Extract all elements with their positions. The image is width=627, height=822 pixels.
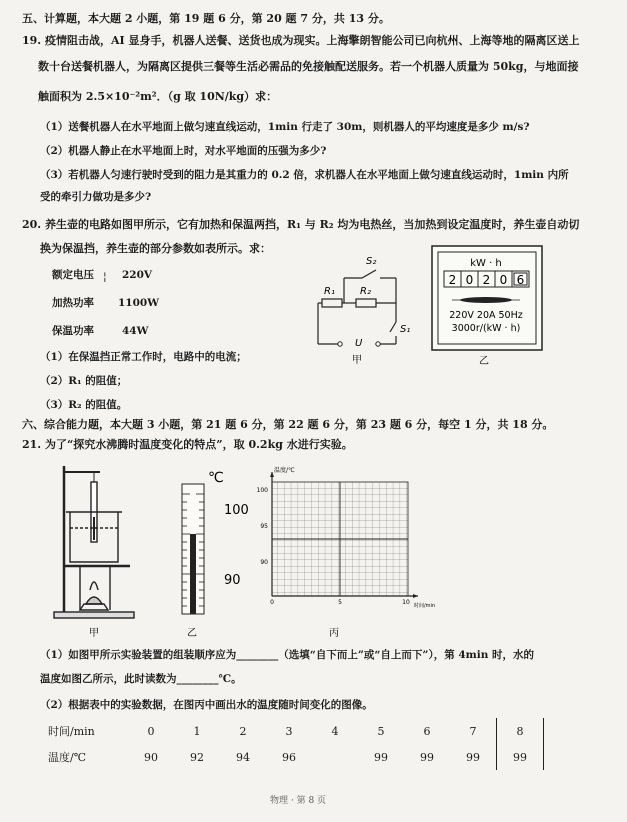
meter-digit: 0 — [465, 273, 474, 287]
label-r1: R₁ — [324, 286, 335, 297]
thermometer-unit: ℃ — [208, 470, 224, 486]
circuit-diagram — [300, 248, 420, 370]
time-cell: 6 — [423, 724, 431, 738]
time-cell: 8 — [497, 718, 544, 744]
meter-rev: 3000r/(kW · h) — [451, 323, 521, 334]
section5-heading: 五、计算题，本大题 2 小题，第 19 题 6 分，第 20 题 7 分，共 13 分。 — [22, 12, 390, 25]
q20-line2: 换为保温挡，养生壶的部分参数如表所示。求： — [40, 242, 271, 255]
graph-y95: 95 — [260, 523, 268, 530]
temperature-graph — [250, 462, 436, 639]
label-s1: S₁ — [400, 324, 411, 335]
q20-sub2: （2）R₁ 的阻值； — [40, 375, 128, 387]
meter-digit: 2 — [482, 273, 491, 287]
time-cell: 7 — [469, 724, 477, 738]
q19-sub3a: （3）若机器人匀速行驶时受到的阻力是其重力的 0.2 倍，求机器人在水平地面上做匀速直线运动时，1min 内所 — [40, 169, 569, 181]
time-cell: 5 — [377, 724, 385, 738]
caption-apparatus: 甲 — [89, 628, 99, 639]
time-cell: 3 — [285, 724, 293, 738]
q19-sub3b: 受的牵引力做功是多少? — [40, 191, 152, 203]
q19-line1: 19. 疫情阻击战，AI 显身手，机器人送餐、送货也成为现实。上海擎朗智能公司已向杭州、上海等地的隔离区送上 — [22, 34, 580, 47]
thermometer-100: 100 — [224, 503, 249, 518]
q20-sub3: （3）R₂ 的阻值。 — [40, 399, 128, 411]
time-cell: 1 — [193, 724, 201, 738]
thermometer — [168, 462, 258, 638]
q20-sub1: （1）在保温挡正常工作时，电路中的电流； — [40, 351, 247, 363]
param-divider: ¦ — [103, 270, 107, 283]
meter-digit: 2 — [448, 273, 457, 287]
label-u: U — [355, 338, 363, 349]
q21-sub2: （2）根据表中的实验数据，在图丙中画出水的温度随时间变化的图像。 — [40, 699, 373, 711]
time-cell: 0 — [147, 724, 155, 738]
label-s2: S₂ — [366, 256, 377, 267]
meter-digit: 0 — [499, 273, 508, 287]
meter-spec: 220V 20A 50Hz — [449, 310, 523, 321]
q20-line1: 20. 养生壶的电路如图甲所示，它有加热和保温两挡，R₁ 与 R₂ 均为电热丝，当加热到设定温度时，养生壶自动切 — [22, 218, 580, 231]
q19-sub1: （1）送餐机器人在水平地面上做匀速直线运动，1min 行走了 30m，则机器人的平均速度是多少 m/s? — [40, 121, 530, 133]
param-label: 额定电压 — [52, 269, 94, 281]
temp-cell — [312, 744, 358, 770]
data-table — [48, 718, 544, 770]
temp-header: 温度/℃ — [48, 751, 87, 764]
q21-line1: 21. 为了“探究水沸腾时温度变化的特点”，取 0.2kg 水进行实验。 — [22, 438, 353, 451]
graph-x5: 5 — [338, 599, 342, 606]
temp-cell: 94 — [236, 750, 250, 764]
energy-meter — [430, 244, 548, 368]
temp-cell: 99 — [466, 750, 480, 764]
graph-x0: 0 — [270, 599, 274, 606]
page-footer: 物理 · 第 8 页 — [270, 796, 327, 806]
section6-heading: 六、综合能力题，本大题 3 小题，第 21 题 6 分，第 22 题 6 分，第 23 题 6 分，每空 1 分，共 18 分。 — [22, 418, 554, 431]
param-value: 44W — [122, 325, 149, 337]
caption-jia: 甲 — [352, 355, 362, 366]
graph-x10: 10 — [402, 599, 410, 606]
param-value: 220V — [122, 269, 153, 281]
q21-sub1b: 温度如图乙所示，此时读数为________℃。 — [40, 673, 242, 685]
thermometer-90: 90 — [224, 573, 241, 588]
temp-cell: 92 — [190, 750, 204, 764]
param-label: 加热功率 — [52, 297, 94, 309]
graph-ylabel: 温度/℃ — [274, 467, 295, 474]
temp-cell: 99 — [497, 744, 544, 770]
graph-y90: 90 — [260, 559, 268, 566]
caption-graph: 丙 — [329, 628, 339, 639]
temp-cell: 96 — [282, 750, 296, 764]
time-header: 时间/min — [48, 725, 95, 738]
caption-thermometer: 乙 — [187, 628, 197, 639]
meter-unit: kW · h — [470, 258, 502, 269]
caption-yi: 乙 — [479, 356, 489, 367]
q21-sub1a: （1）如图甲所示实验装置的组装顺序应为________（选填“自下而上”或“自上而下”），第 4min 时，水的 — [40, 649, 535, 661]
boiling-apparatus — [50, 462, 140, 638]
table-row — [48, 744, 544, 770]
graph-y100: 100 — [256, 487, 268, 494]
temp-cell: 99 — [420, 750, 434, 764]
temp-cell: 99 — [374, 750, 388, 764]
q19-sub2: （2）机器人静止在水平地面上时，对水平地面的压强为多少? — [40, 145, 327, 157]
q19-line3: 触面积为 2.5×10⁻²m²．（g 取 10N/kg）求： — [38, 90, 278, 103]
label-r2: R₂ — [360, 286, 371, 297]
temp-cell: 90 — [144, 750, 158, 764]
param-value: 1100W — [118, 297, 160, 309]
table-row — [48, 718, 544, 744]
graph-xlabel: 时间/min — [414, 603, 436, 609]
time-cell: 2 — [239, 724, 247, 738]
q19-line2: 数十台送餐机器人，为隔离区提供三餐等生活必需品的免接触配送服务。若一个机器人质量为 50kg，与地面接 — [38, 60, 579, 73]
meter-digit: 6 — [516, 273, 525, 287]
time-cell: 4 — [331, 724, 339, 738]
param-label: 保温功率 — [52, 325, 94, 337]
